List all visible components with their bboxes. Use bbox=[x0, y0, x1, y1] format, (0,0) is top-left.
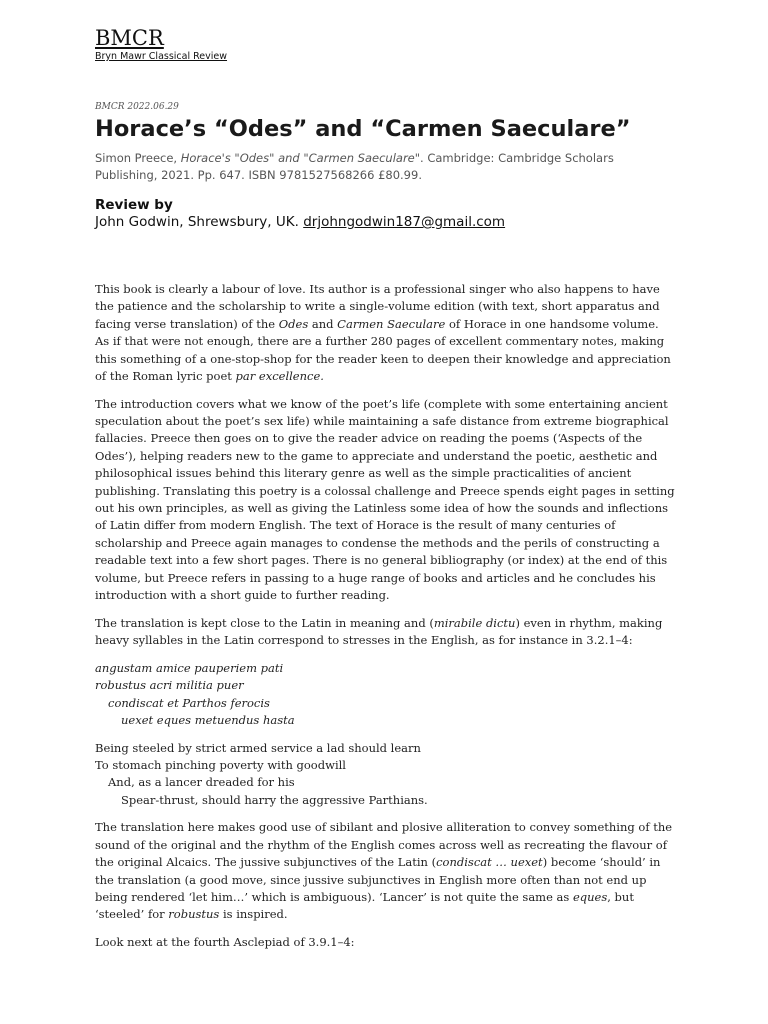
reviewer-line bbox=[95, 212, 505, 232]
site-subtitle-link[interactable]: Bryn Mawr Classical Review bbox=[95, 51, 228, 62]
text-run: This book is clearly a labour of love. Its author is a professional singer who also happens to have the patience and the scholarship to write a single-volume edition (with text, short apparatus and facing verse translation) of the bbox=[95, 282, 660, 331]
text-run: The translation here makes good use of sibilant and plosive alliteration to convey something of the sound of the original and the rhythm of the English comes across well as recreating the flavour of the original Alcaics. The jussive subjunctives of the Latin ( bbox=[95, 820, 673, 870]
verse-line bbox=[95, 712, 675, 729]
paragraph-3 bbox=[95, 615, 675, 650]
english-verse bbox=[95, 740, 675, 810]
page-title: Horace’s “Odes” and “Carmen Saeculare” bbox=[95, 116, 631, 142]
citation-book-title: Horace's "Odes" and "Carmen Saeculare" bbox=[180, 151, 421, 165]
verse-line: Spear-thrust, should harry the aggressive Parthians. bbox=[121, 792, 428, 807]
emphasis: Carmen Saeculare bbox=[337, 316, 446, 331]
paragraph-5: Look next at the fourth Asclepiad of 3.9.1–4: bbox=[95, 934, 355, 949]
emphasis: robustus bbox=[168, 907, 220, 922]
text-run: of Horace in one handsome volume. As if that were not enough, there are a further 280 pages of excellent commentary notes, making this something of a one-stop-shop for the reader keen to deepen their knowledge and appreciation of the Roman lyric poet bbox=[95, 316, 671, 384]
reviewer-email-link[interactable]: drjohngodwin187@gmail.com bbox=[303, 214, 506, 230]
text-run: and bbox=[308, 316, 338, 331]
review-by-heading: Review by bbox=[95, 197, 173, 213]
text-run: is inspired. bbox=[219, 907, 288, 922]
verse-text: condiscat et Parthos ferocis bbox=[108, 695, 270, 710]
emphasis: eques bbox=[572, 889, 608, 904]
review-id: BMCR 2022.06.29 bbox=[95, 102, 179, 112]
reviewer-name: John Godwin, Shrewsbury, UK. bbox=[95, 214, 304, 230]
latin-verse bbox=[95, 660, 675, 730]
verse-line bbox=[95, 695, 675, 712]
citation-author: Simon Preece, bbox=[95, 151, 181, 165]
verse-text: robustus acri militia puer bbox=[95, 678, 244, 693]
site-header bbox=[95, 26, 227, 63]
emphasis: condiscat … uexet bbox=[436, 855, 543, 870]
text-run: The translation is kept close to the Latin in meaning and ( bbox=[95, 615, 434, 630]
citation-publication: . Cambridge: Cambridge Scholars Publishing, 2021. Pp. 647. ISBN 9781527568266 £80.99. bbox=[95, 151, 614, 182]
paragraph-4 bbox=[95, 819, 675, 923]
verse-line: To stomach pinching poverty with goodwill bbox=[95, 757, 346, 772]
site-logo-link[interactable]: BMCR bbox=[95, 26, 164, 50]
paragraph-2: The introduction covers what we know of the poet’s life (complete with some entertaining ancient speculation about the poet’s sex life) while maintaining a safe distance from extreme biographical fallacies. Preece then goes on to give the reader advice on reading the poems (‘Aspects of the Odes’), helping readers new to the game to appreciate and understand the poetic, aesthetic and philosophical issues behind this literary genre as well as the simple practicalities of ancient publishing. Translating this poetry is a colossal challenge and Preece spends eight pages in setting out his own principles, as well as giving the Latinless some idea of how the sounds and inflections of Latin differ from modern English. The text of Horace is the result of many centuries of scholarship and Preece again manages to condense the methods and the perils of constructing a readable text into a few short pages. There is no general bibliography (or index) at the end of this volume, but Preece refers in passing to a huge range of books and articles and he concludes his introduction with a short guide to further reading. bbox=[95, 396, 675, 603]
emphasis: par excellence. bbox=[235, 369, 324, 384]
text-run: ) even in rhythm, making heavy syllables in the Latin correspond to stresses in the English, as for instance in 3.2.1–4: bbox=[95, 615, 663, 648]
verse-text: uexet eques metuendus hasta bbox=[121, 712, 295, 727]
emphasis: mirabile dictu bbox=[433, 615, 516, 630]
text-run: , but ‘steeled’ for bbox=[95, 889, 634, 922]
verse-line bbox=[95, 677, 675, 694]
review-body bbox=[95, 281, 675, 962]
verse-line bbox=[95, 660, 675, 677]
book-citation bbox=[95, 150, 675, 184]
verse-text: angustam amice pauperiem pati bbox=[95, 660, 284, 675]
text-run: ) become ‘should’ in the translation (a good move, since jussive subjunctives in English more often than not end up being rendered ‘let him…’ which is ambiguous). ‘Lancer’ is not quite the same as bbox=[95, 855, 661, 904]
emphasis: Odes bbox=[278, 316, 309, 331]
paragraph-1 bbox=[95, 281, 675, 385]
verse-line: Being steeled by strict armed service a lad should learn bbox=[95, 740, 421, 755]
verse-line: And, as a lancer dreaded for his bbox=[108, 775, 295, 790]
